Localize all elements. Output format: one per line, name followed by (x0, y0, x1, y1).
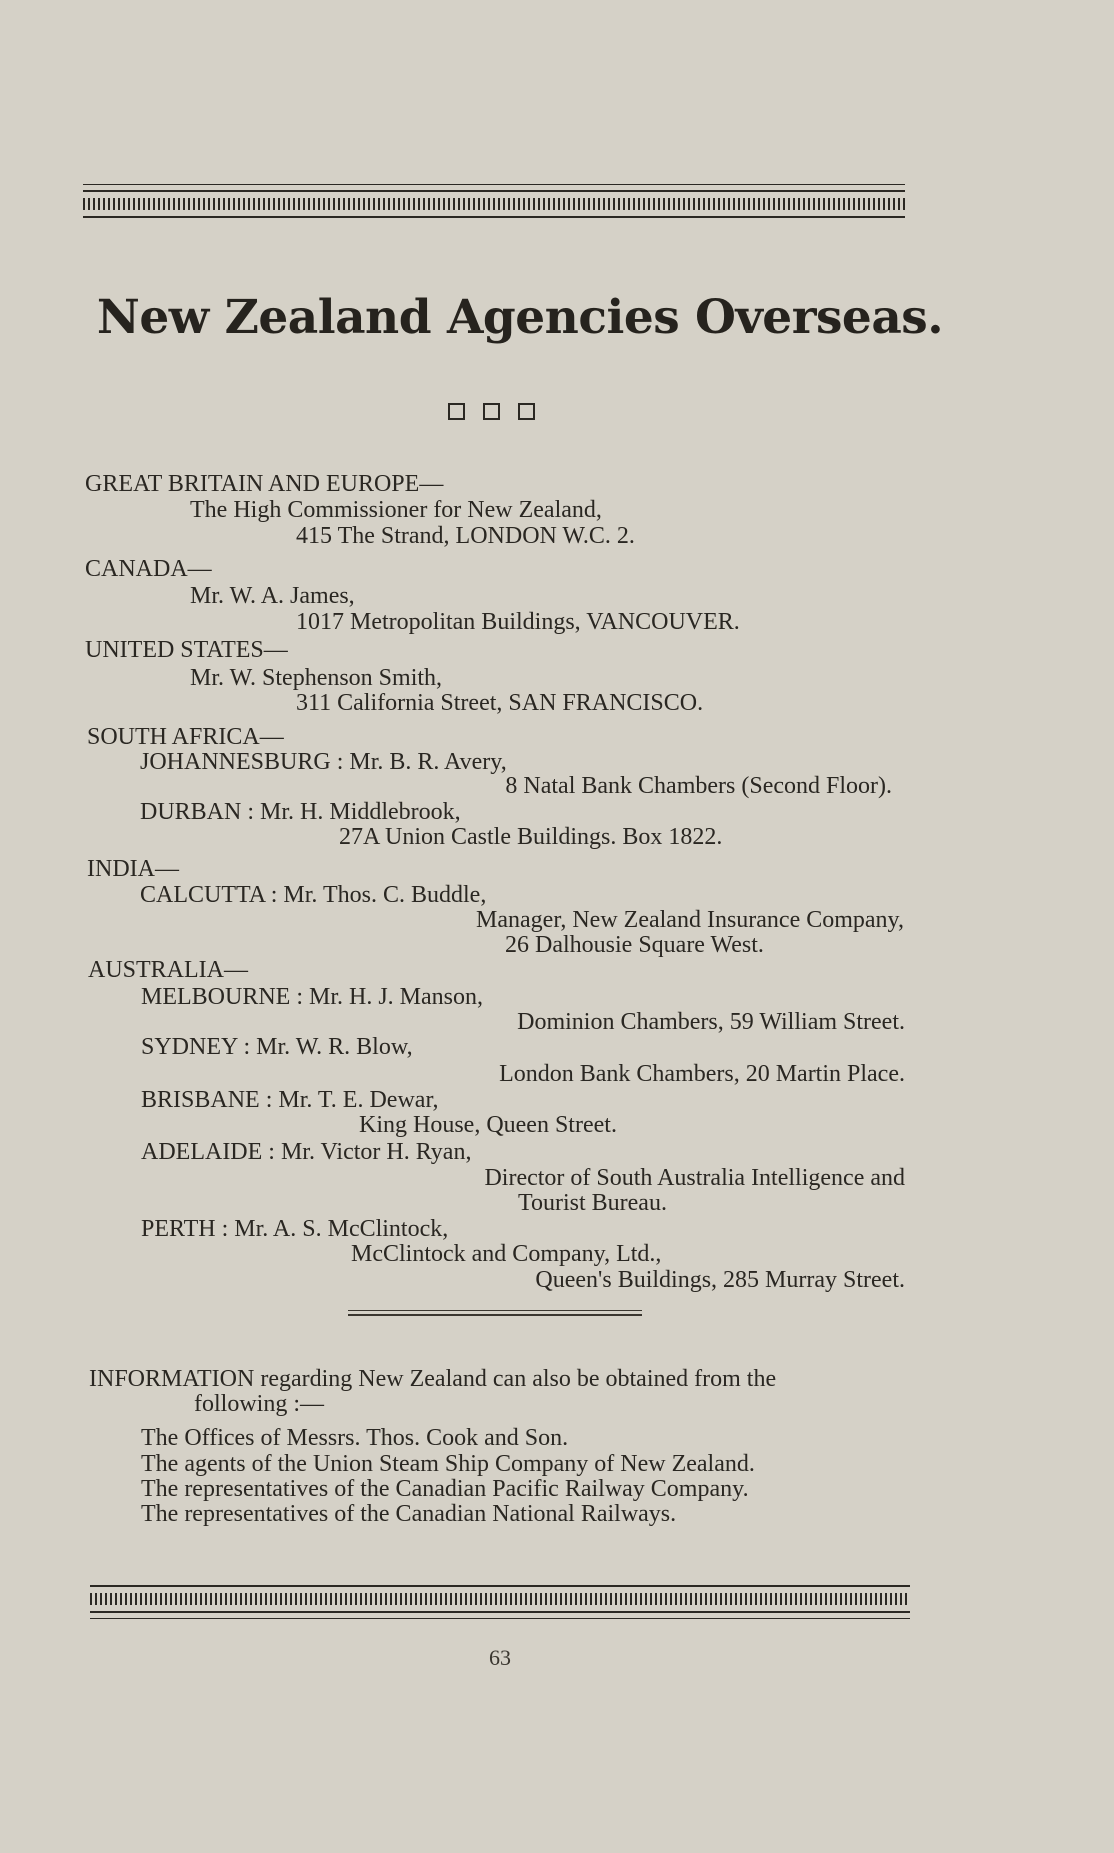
agency-address: Tourist Bureau. (518, 1190, 667, 1216)
agency-address: Director of South Australia Intelligence and (484, 1165, 905, 1191)
information-item: The representatives of the Canadian Pacific Railway Company. (141, 1476, 749, 1502)
agency-address: Queen's Buildings, 285 Murray Street. (535, 1267, 905, 1293)
section-heading-great-britain: GREAT BRITAIN AND EUROPE— (85, 471, 444, 497)
square-outline-icon (518, 403, 535, 420)
section-heading-australia: AUSTRALIA— (88, 957, 248, 983)
agency-address: Manager, New Zealand Insurance Company, (476, 907, 904, 933)
section-heading-united-states: UNITED STATES— (85, 637, 288, 663)
square-outline-icon (448, 403, 465, 420)
agency-address: Dominion Chambers, 59 William Street. (517, 1009, 905, 1035)
page-title: New Zealand Agencies Overseas. (96, 290, 944, 345)
section-divider (348, 1310, 642, 1316)
information-intro-cont: following :— (194, 1391, 324, 1417)
ornament-row (448, 403, 535, 420)
agency-address: 1017 Metropolitan Buildings, VANCOUVER. (296, 609, 740, 635)
agency-line: JOHANNESBURG : Mr. B. R. Avery, (140, 749, 507, 775)
bottom-ornamental-rule (90, 1585, 910, 1619)
section-heading-south-africa: SOUTH AFRICA— (87, 724, 284, 750)
top-ornamental-rule (83, 184, 905, 218)
agency-address: 8 Natal Bank Chambers (Second Floor). (505, 773, 892, 799)
section-heading-india: INDIA— (87, 856, 179, 882)
information-item: The representatives of the Canadian National Railways. (141, 1501, 677, 1527)
information-intro: INFORMATION regarding New Zealand can also be obtained from the (89, 1366, 777, 1392)
agency-line: Mr. W. Stephenson Smith, (190, 665, 443, 691)
agency-line: Mr. W. A. James, (190, 583, 355, 609)
agency-address: 27A Union Castle Buildings. Box 1822. (339, 824, 723, 850)
agency-line: CALCUTTA : Mr. Thos. C. Buddle, (140, 882, 487, 908)
agency-address: King House, Queen Street. (359, 1112, 617, 1138)
agency-line: The High Commissioner for New Zealand, (190, 497, 602, 523)
agency-address: 26 Dalhousie Square West. (505, 932, 764, 958)
agency-line: BRISBANE : Mr. T. E. Dewar, (141, 1087, 439, 1113)
agency-address: London Bank Chambers, 20 Martin Place. (499, 1061, 905, 1087)
agency-line: SYDNEY : Mr. W. R. Blow, (141, 1034, 413, 1060)
agency-line: DURBAN : Mr. H. Middlebrook, (140, 799, 461, 825)
agency-line: MELBOURNE : Mr. H. J. Manson, (141, 984, 484, 1010)
agency-address: McClintock and Company, Ltd., (351, 1241, 662, 1267)
page-number: 63 (489, 1645, 511, 1670)
square-outline-icon (483, 403, 500, 420)
agency-line: ADELAIDE : Mr. Victor H. Ryan, (141, 1139, 472, 1165)
agency-line: PERTH : Mr. A. S. McClintock, (141, 1216, 449, 1242)
information-item: The agents of the Union Steam Ship Company of New Zealand. (141, 1451, 755, 1477)
section-heading-canada: CANADA— (85, 556, 212, 582)
information-item: The Offices of Messrs. Thos. Cook and Son. (141, 1425, 569, 1451)
agency-address: 415 The Strand, LONDON W.C. 2. (296, 523, 635, 549)
agency-address: 311 California Street, SAN FRANCISCO. (296, 690, 704, 716)
